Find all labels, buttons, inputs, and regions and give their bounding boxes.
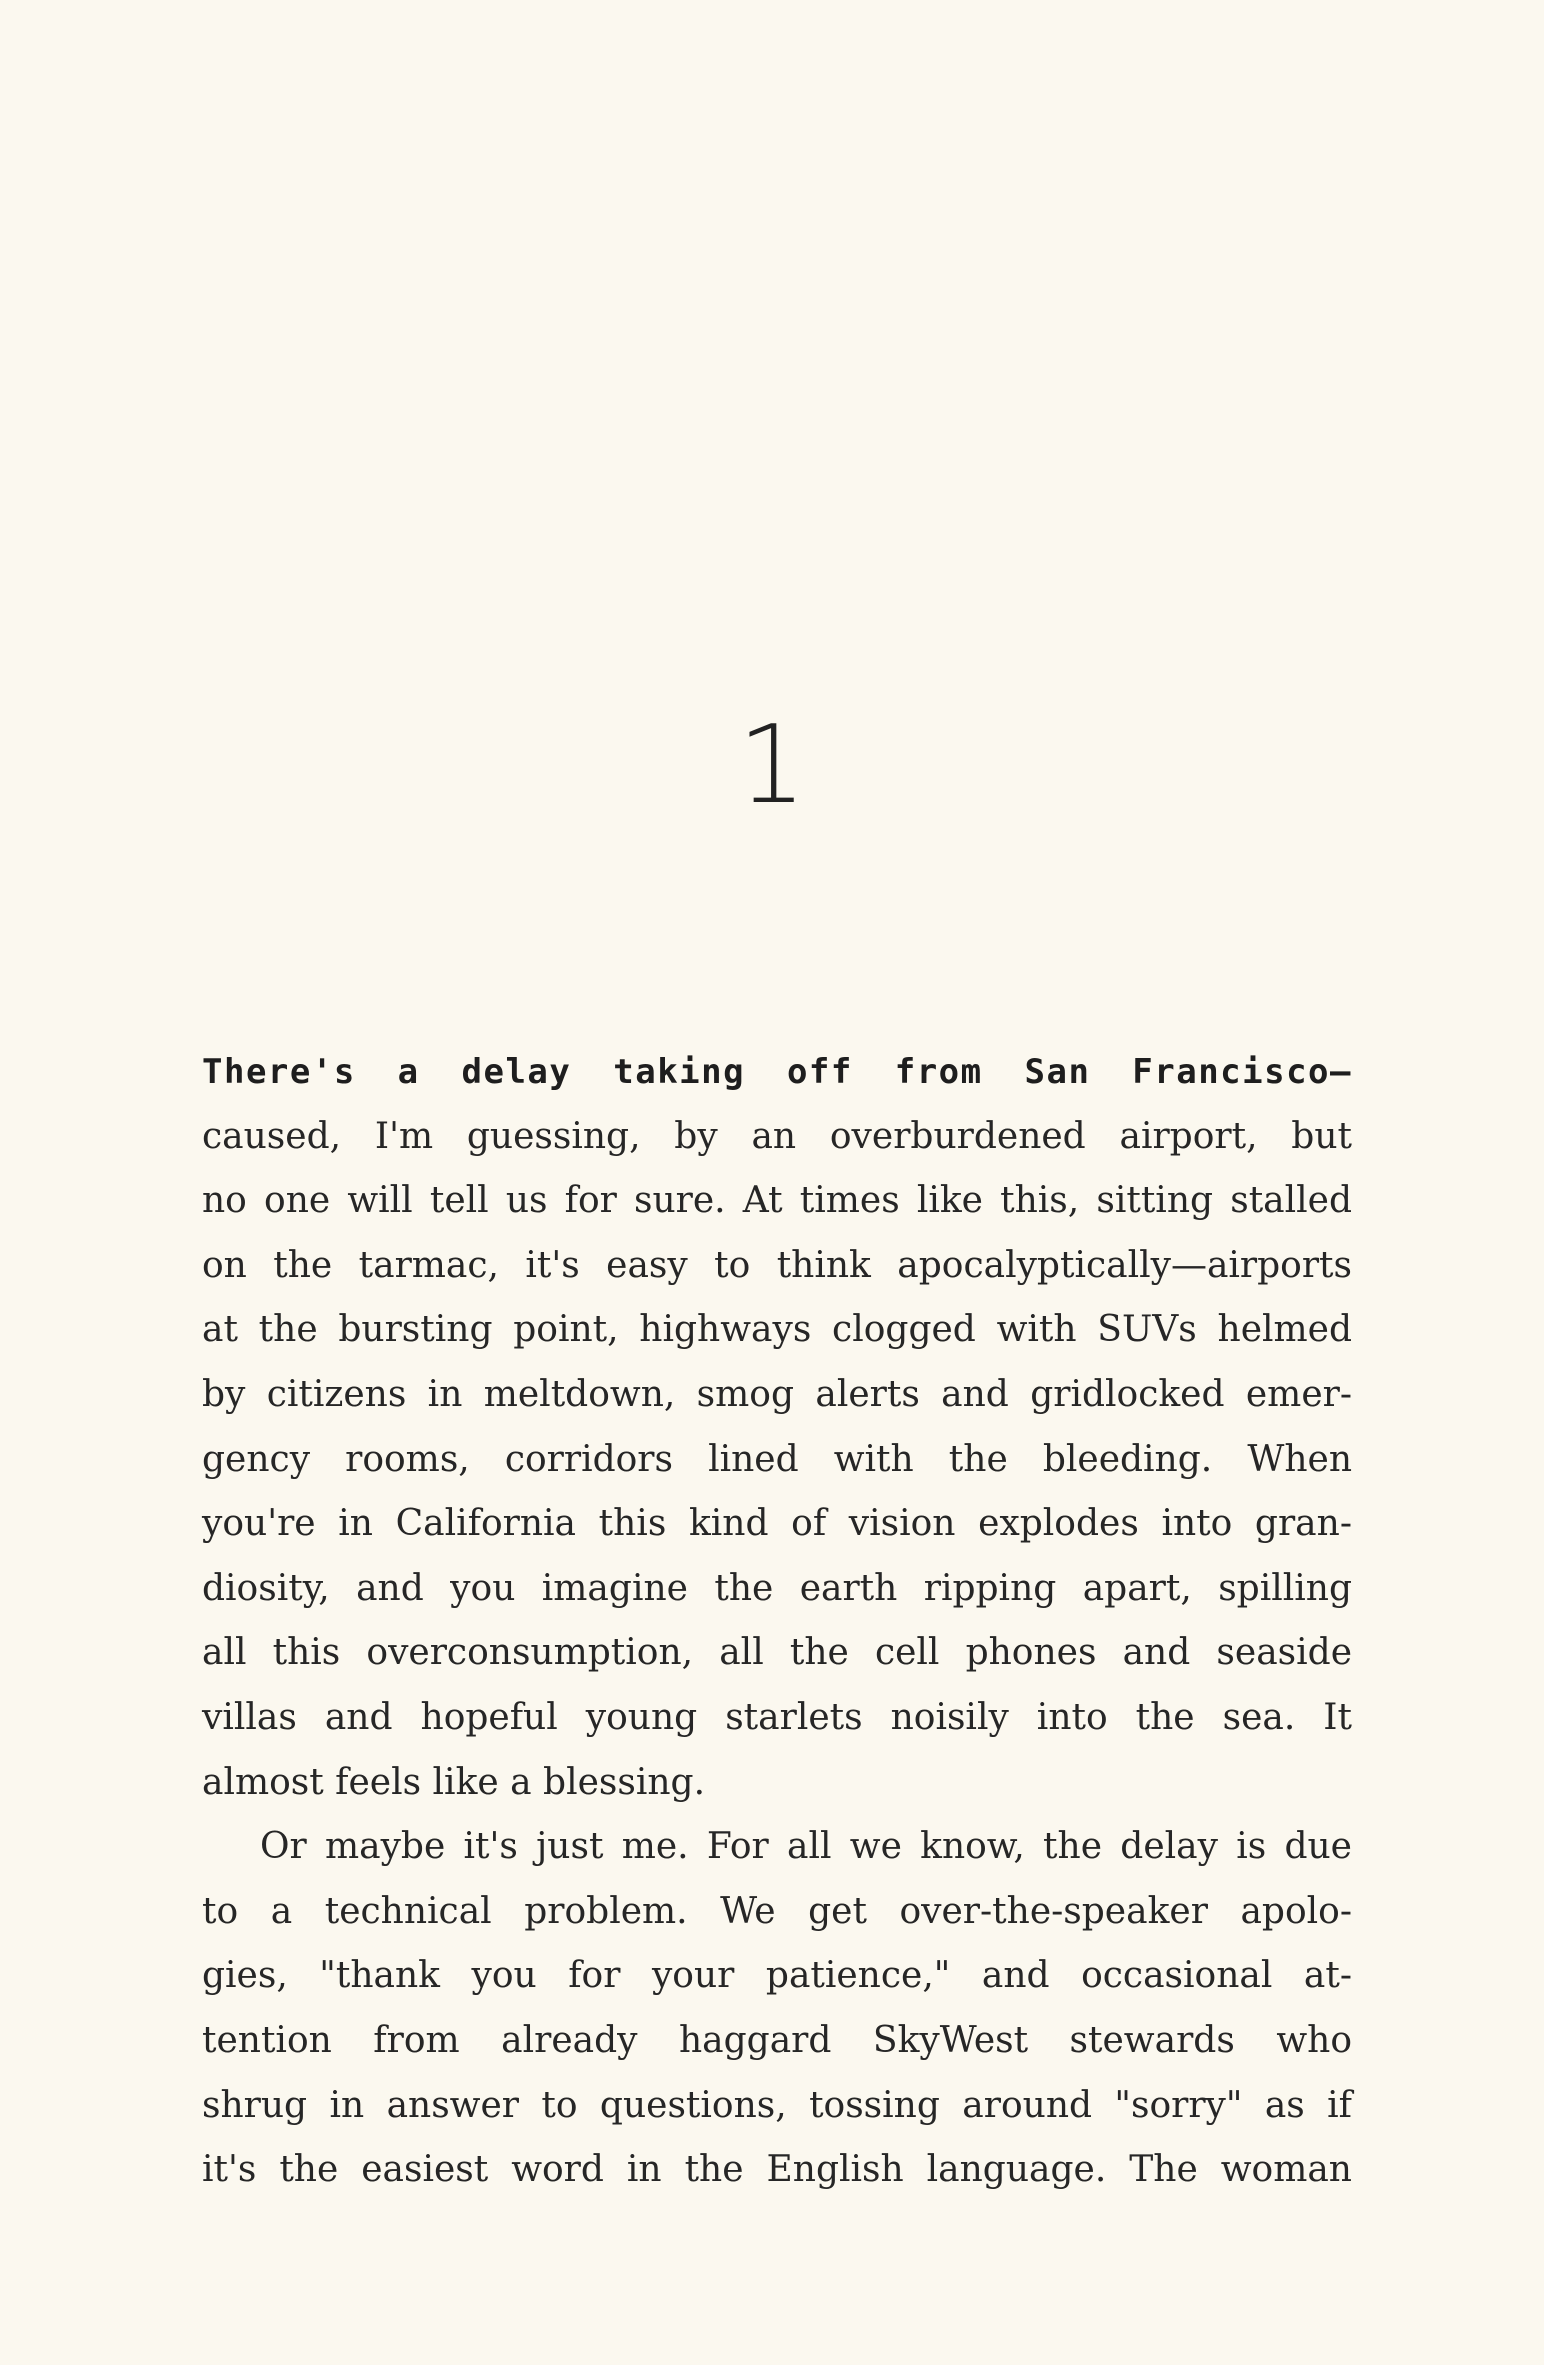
text-line: diosity, and you imagine the earth ripping apart, spilling <box>202 1567 1352 1609</box>
text-line: you're in California this kind of vision explodes into gran- <box>202 1503 1352 1545</box>
body-text <box>202 1040 1352 2203</box>
text-line: by citizens in meltdown, smog alerts and gridlocked emer- <box>202 1373 1352 1415</box>
text-line: gies, "thank you for your patience," and occasional at- <box>202 1955 1352 1997</box>
text-line: villas and hopeful young starlets noisily into the sea. It <box>202 1696 1352 1738</box>
chapter-number: 1 <box>737 703 807 828</box>
paragraph <box>202 1040 1352 1815</box>
text-line <box>202 1040 1352 1105</box>
text-line: shrug in answer to questions, tossing around "sorry" as if <box>202 2084 1352 2126</box>
text-line: at the bursting point, highways clogged with SUVs helmed <box>202 1309 1352 1351</box>
text-line: tention from already haggard SkyWest stewards who <box>202 2019 1352 2061</box>
text-line: Or maybe it's just me. For all we know, the delay is due <box>260 1826 1352 1868</box>
text-line: on the tarmac, it's easy to think apocalyptically—airports <box>202 1244 1352 1286</box>
paragraph <box>202 1815 1352 2203</box>
text-line: to a technical problem. We get over-the-speaker apolo- <box>202 1890 1352 1932</box>
text-line: all this overconsumption, all the cell phones and seaside <box>202 1632 1352 1674</box>
text-line: almost feels like a blessing. <box>202 1761 706 1803</box>
text-line: gency rooms, corridors lined with the bleeding. When <box>202 1438 1352 1480</box>
text-line: no one will tell us for sure. At times like this, sitting stalled <box>202 1180 1352 1222</box>
text-line: caused, I'm guessing, by an overburdened airport, but <box>202 1115 1352 1157</box>
lead-in: There's a delay taking off from San Francisco— <box>202 1052 1352 1092</box>
text-line: it's the easiest word in the English language. The woman <box>202 2149 1352 2191</box>
